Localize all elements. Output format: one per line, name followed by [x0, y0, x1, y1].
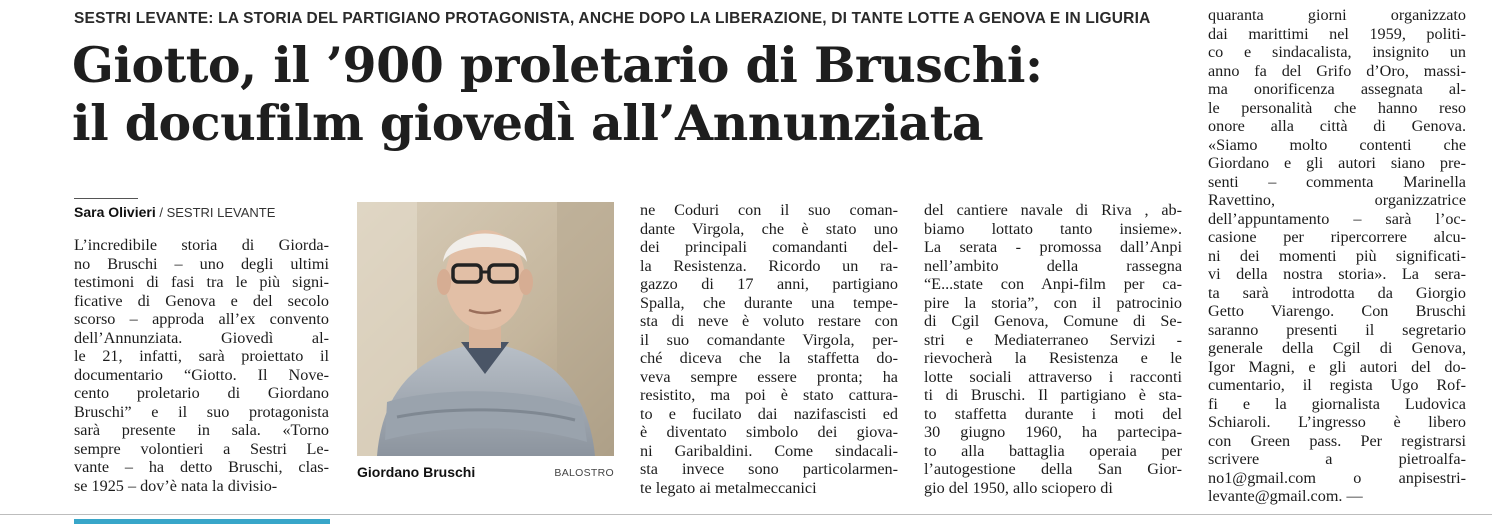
- text-line: se 1925 – dov’è nata la divisio-: [74, 476, 278, 495]
- text-line: ma onorificenza assegnata al-: [1208, 80, 1466, 98]
- headline: [72, 36, 1202, 152]
- article-column-2: [640, 201, 898, 497]
- text-line: no Bruschi – uno degli ultimi: [74, 254, 329, 273]
- byline-rule: [74, 198, 138, 199]
- text-line: dai marittimi nel 1959, politi-: [1208, 24, 1466, 43]
- text-line: sempre volontieri a Sestri Le-: [74, 439, 329, 458]
- caption-name: Giordano Bruschi: [357, 464, 476, 480]
- text-line: scorso – approda all’ex convento: [74, 310, 329, 328]
- text-line: Schiaroli. L’ingresso è libero: [1208, 413, 1466, 431]
- text-line: lotte sociali attraverso i racconti: [924, 367, 1182, 386]
- text-line: to e fucilato dai nazifascisti ed: [640, 404, 898, 423]
- article-column-3: [924, 201, 1182, 497]
- text-line: ni dei momenti più significati-: [1208, 246, 1466, 265]
- text-line: le 21, infatti, sarà proiettato il: [74, 347, 329, 365]
- accent-bar: [74, 519, 330, 524]
- text-line: l’autogestione della San Gior-: [924, 460, 1182, 478]
- portrait-illustration: [357, 202, 614, 456]
- kicker: SESTRI LEVANTE: LA STORIA DEL PARTIGIANO PROTAGONISTA, ANCHE DOPO LA LIBERAZIONE, DI TANTE LOTTE A GENOVA E IN LIGURIA: [74, 10, 1151, 27]
- photo-caption: [357, 464, 614, 482]
- text-line: ficative di Genova e del secolo: [74, 291, 329, 310]
- text-line: to staffetta durante i moti del: [924, 404, 1182, 423]
- text-line: onore alla città di Genova.: [1208, 117, 1466, 135]
- text-line: Getto Viarengo. Con Bruschi: [1208, 302, 1466, 320]
- text-line: anno fa del Grifo d’Oro, massi-: [1208, 61, 1466, 80]
- text-line: to alla battaglia operaia per: [924, 441, 1182, 460]
- text-line: veva sempre essere pronta; ha: [640, 367, 898, 386]
- text-line: la Resistenza. Ricordo un ra-: [640, 256, 898, 275]
- text-line: levante@gmail.com. —: [1208, 487, 1363, 505]
- text-line: ti di Bruschi. Il partigiano è sta-: [924, 386, 1182, 404]
- text-line: no1@gmail.com o anpisestri-: [1208, 468, 1466, 487]
- text-line: cento proletario di Giordano: [74, 384, 329, 402]
- text-line: senti – commenta Marinella: [1208, 172, 1466, 191]
- byline: [74, 204, 275, 220]
- text-line: rievocherà la Resistenza e le: [924, 349, 1182, 367]
- text-line: pire la storia”, con il patrocinio: [924, 293, 1182, 312]
- portrait-photo: [357, 202, 614, 456]
- bottom-rule: [0, 514, 1492, 515]
- text-line: ne Coduri con il suo coman-: [640, 201, 898, 219]
- text-line: “E...state con Anpi-film per ca-: [924, 275, 1182, 293]
- text-line: documentario “Giotto. Il Nove-: [74, 365, 329, 384]
- text-line: del cantiere navale di Riva , ab-: [924, 201, 1182, 219]
- text-line: fi e la giornalista Ludovica: [1208, 394, 1466, 413]
- text-line: testimoni di fasi tra le più signi-: [74, 273, 329, 291]
- photo-credit: BALOSTRO: [554, 467, 614, 479]
- text-line: ché diceva che la staffetta do-: [640, 349, 898, 367]
- text-line: generale della Cgil di Genova,: [1208, 339, 1466, 357]
- text-line: è diventato simbolo dei giova-: [640, 423, 898, 441]
- article-column-4: [1208, 6, 1466, 506]
- headline-line-2: il docufilm giovedì all’Annunziata: [72, 94, 984, 152]
- text-line: L’incredibile storia di Giorda-: [74, 236, 329, 254]
- text-line: quaranta giorni organizzato: [1208, 6, 1466, 24]
- text-line: di Cgil Genova, Comune di Se-: [924, 312, 1182, 330]
- text-line: Igor Magni, e gli autori del do-: [1208, 357, 1466, 376]
- text-line: La serata - promossa dall’Anpi: [924, 238, 1182, 256]
- text-line: dante Virgola, che è stato uno: [640, 219, 898, 238]
- text-line: dell’appuntamento – sarà l’oc-: [1208, 209, 1466, 228]
- text-line: Ravettino, organizzatrice: [1208, 191, 1466, 209]
- text-line: te legato ai metalmeccanici: [640, 478, 817, 497]
- text-line: «Siamo molto contenti che: [1208, 135, 1466, 154]
- text-line: resistito, ma poi è stato cattura-: [640, 386, 898, 404]
- text-line: dei principali comandanti del-: [640, 238, 898, 256]
- byline-author: Sara Olivieri: [74, 204, 156, 220]
- headline-line-1: Giotto, il ’900 proletario di Bruschi:: [72, 36, 1043, 94]
- text-line: dell’Annunziata. Giovedì al-: [74, 328, 329, 347]
- text-line: ta sarà introdotta da Giorgio: [1208, 283, 1466, 302]
- text-line: cumentario, il regista Ugo Rof-: [1208, 376, 1466, 394]
- text-line: casione per ripercorrere alcu-: [1208, 228, 1466, 246]
- text-line: scrivere a pietroalfa-: [1208, 450, 1466, 468]
- text-line: gio del 1950, allo sciopero di: [924, 478, 1113, 497]
- text-line: con Green pass. Per registrarsi: [1208, 431, 1466, 450]
- text-line: Spalla, che durante una tempe-: [640, 293, 898, 312]
- text-line: le personalità che hanno reso: [1208, 98, 1466, 117]
- text-line: co e sindacalista, insignito un: [1208, 43, 1466, 61]
- text-line: Giordano e gli autori siano pre-: [1208, 154, 1466, 172]
- text-line: sta di neve è voluto restare con: [640, 312, 898, 330]
- text-line: biamo lottato tanto insieme».: [924, 219, 1182, 238]
- text-line: ni Garibaldini. Come sindacali-: [640, 441, 898, 460]
- article-column-1: [74, 236, 329, 495]
- text-line: vi della nostra storia». La sera-: [1208, 265, 1466, 283]
- text-line: sarà presente in sala. «Torno: [74, 421, 329, 439]
- text-line: sta invece sono particolarmen-: [640, 460, 898, 478]
- text-line: vante – ha detto Bruschi, clas-: [74, 458, 329, 476]
- byline-location: / SESTRI LEVANTE: [159, 205, 276, 220]
- text-line: gazzo di 17 anni, partigiano: [640, 275, 898, 293]
- text-line: 30 giugno 1960, ha partecipa-: [924, 423, 1182, 441]
- text-line: stri e Mediaterraneo Servizi -: [924, 330, 1182, 349]
- text-line: nell’ambito della rassegna: [924, 256, 1182, 275]
- text-line: Bruschi” e il suo protagonista: [74, 402, 329, 421]
- text-line: il suo comandante Virgola, per-: [640, 330, 898, 349]
- text-line: saranno presenti il segretario: [1208, 320, 1466, 339]
